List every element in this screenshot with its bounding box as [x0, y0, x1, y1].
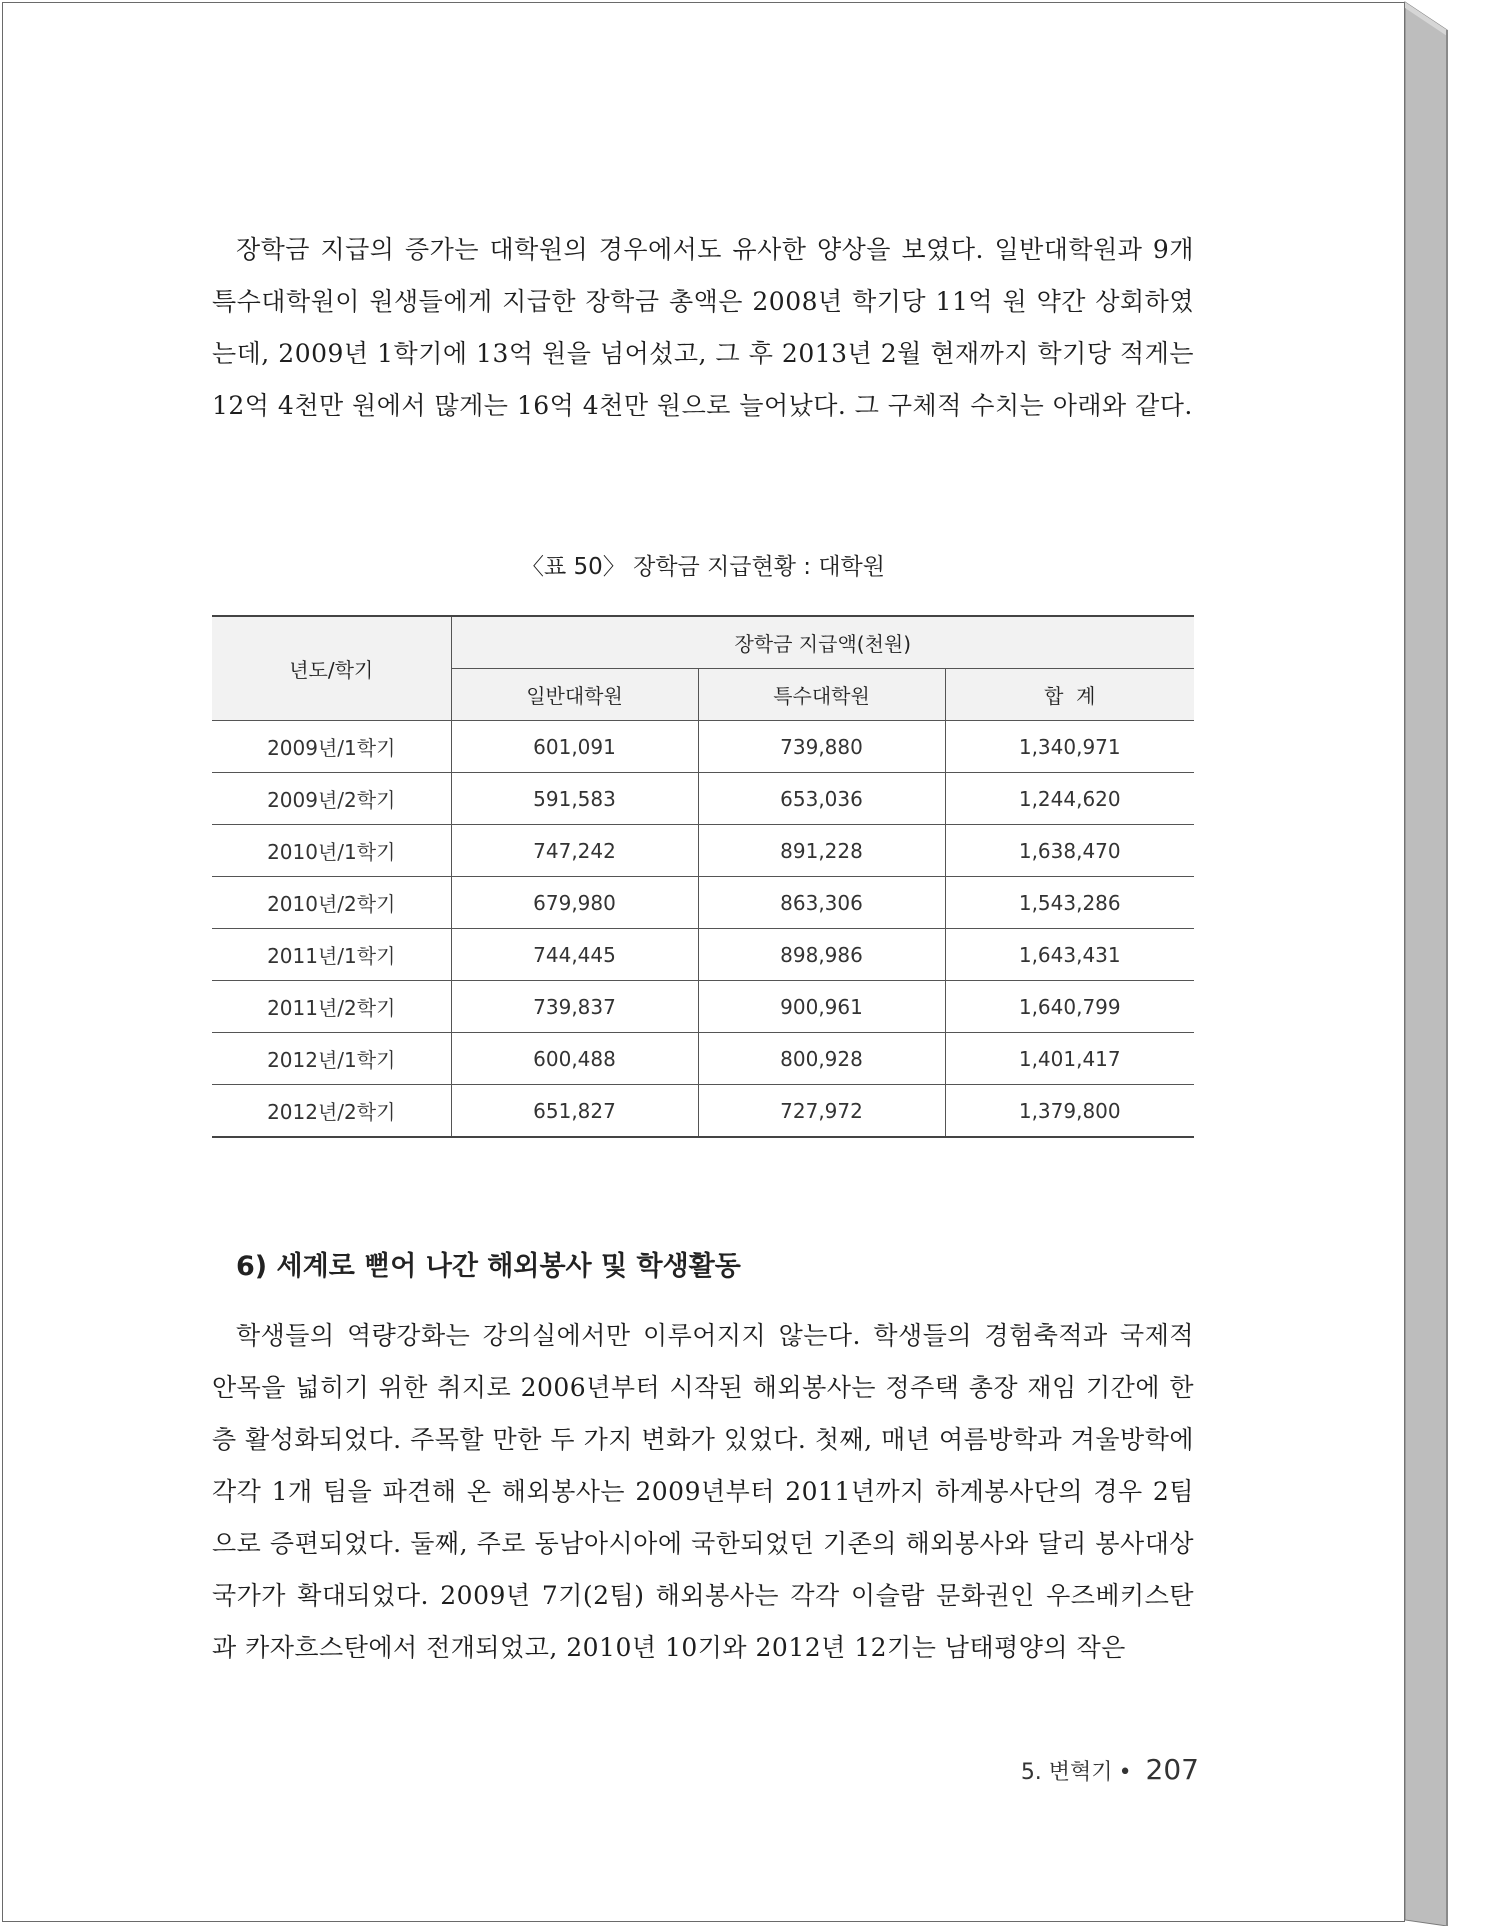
cell-term: 2010년/1학기	[212, 825, 451, 877]
cell-term: 2012년/2학기	[212, 1085, 451, 1138]
page-number: 207	[1145, 1753, 1199, 1786]
table-row	[212, 773, 1194, 825]
cell-total: 1,401,417	[945, 1033, 1194, 1085]
cell-special: 863,306	[698, 877, 945, 929]
header-total: 합 계	[945, 669, 1194, 721]
intro-paragraph: 장학금 지급의 증가는 대학원의 경우에서도 유사한 양상을 보였다. 일반대학원과 9개 특수대학원이 원생들에게 지급한 장학금 총액은 2008년 학기당 11억 원 약간 상회하였는데, 2009년 1학기에 13억 원을 넘어섰고, 그 후 2013년 2월 현재까지 학기당 적게는 12억 4천만 원에서 많게는 16억 4천만 원으로 늘어났다. 그 구체적 수치는 아래와 같다.	[212, 235, 1194, 420]
cell-general: 591,583	[451, 773, 698, 825]
header-special-grad: 특수대학원	[698, 669, 945, 721]
table-row	[212, 825, 1194, 877]
cell-total: 1,640,799	[945, 981, 1194, 1033]
cell-special: 898,986	[698, 929, 945, 981]
chapter-label: 5. 변혁기	[1020, 1760, 1113, 1785]
cell-general: 747,242	[451, 825, 698, 877]
cell-total: 1,379,800	[945, 1085, 1194, 1138]
cell-term: 2012년/1학기	[212, 1033, 451, 1085]
cell-general: 600,488	[451, 1033, 698, 1085]
cell-general: 651,827	[451, 1085, 698, 1138]
table-row	[212, 929, 1194, 981]
header-general-grad: 일반대학원	[451, 669, 698, 721]
cell-term: 2011년/2학기	[212, 981, 451, 1033]
table-row	[212, 981, 1194, 1033]
cell-term: 2010년/2학기	[212, 877, 451, 929]
cell-special: 891,228	[698, 825, 945, 877]
cell-special: 653,036	[698, 773, 945, 825]
activities-paragraph: 학생들의 역량강화는 강의실에서만 이루어지지 않는다. 학생들의 경험축적과 국제적 안목을 넓히기 위한 취지로 2006년부터 시작된 해외봉사는 정주택 총장 재임 기간에 한층 활성화되었다. 주목할 만한 두 가지 변화가 있었다. 첫째, 매년 여름방학과 겨울방학에 각각 1개 팀을 파견해 온 해외봉사는 2009년부터 2011년까지 하계봉사단의 경우 2팀으로 증편되었다. 둘째, 주로 동남아시아에 국한되었던 기존의 해외봉사와 달리 봉사대상국가가 확대되었다. 2009년 7기(2팀) 해외봉사는 각각 이슬람 문화권인 우즈베키스탄과 카자흐스탄에서 전개되었고, 2010년 10기와 2012년 12기는 남태평양의 작은	[212, 1321, 1194, 1662]
header-year-term: 년도/학기	[212, 616, 451, 721]
cell-general: 739,837	[451, 981, 698, 1033]
cell-total: 1,340,971	[945, 721, 1194, 773]
cell-total: 1,244,620	[945, 773, 1194, 825]
cell-term: 2011년/1학기	[212, 929, 451, 981]
table-row	[212, 877, 1194, 929]
bullet-separator: •	[1118, 1760, 1132, 1785]
table-row	[212, 1033, 1194, 1085]
table-caption: 〈표 50〉 장학금 지급현황 : 대학원	[521, 554, 885, 580]
table-row	[212, 1085, 1194, 1138]
cell-special: 727,972	[698, 1085, 945, 1138]
cell-special: 800,928	[698, 1033, 945, 1085]
cell-term: 2009년/1학기	[212, 721, 451, 773]
header-scholarship-amount: 장학금 지급액(천원)	[451, 616, 1194, 669]
cell-special: 900,961	[698, 981, 945, 1033]
cell-general: 601,091	[451, 721, 698, 773]
cell-term: 2009년/2학기	[212, 773, 451, 825]
cell-total: 1,638,470	[945, 825, 1194, 877]
cell-general: 679,980	[451, 877, 698, 929]
page-footer	[1021, 1753, 1199, 1786]
scholarship-table	[212, 615, 1194, 1138]
cell-total: 1,643,431	[945, 929, 1194, 981]
section-heading: 6) 세계로 뻗어 나간 해외봉사 및 학생활동	[236, 1251, 741, 1282]
cell-general: 744,445	[451, 929, 698, 981]
table-row	[212, 721, 1194, 773]
cell-special: 739,880	[698, 721, 945, 773]
cell-total: 1,543,286	[945, 877, 1194, 929]
